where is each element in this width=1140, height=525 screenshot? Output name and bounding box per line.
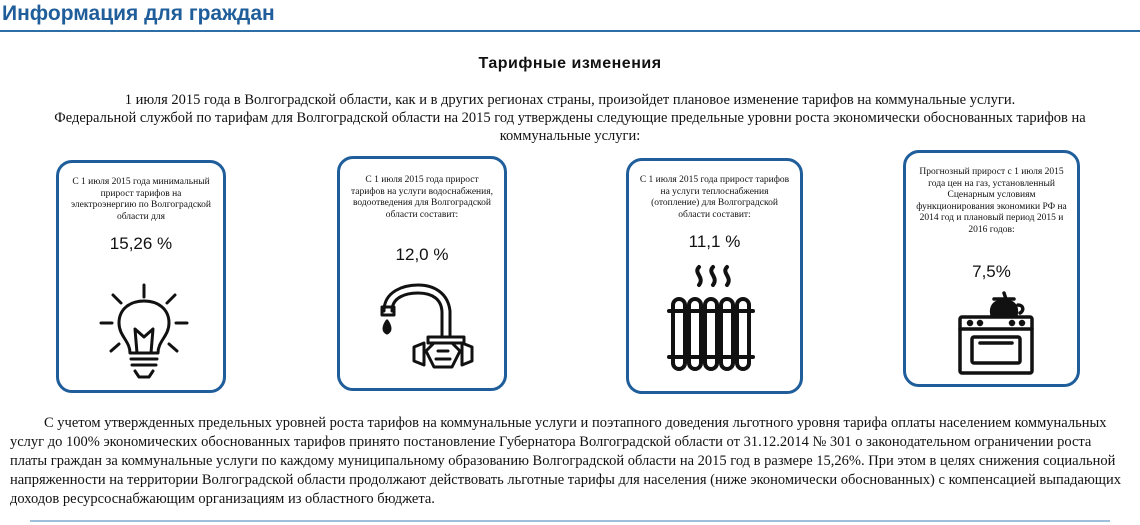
footer-divider	[30, 520, 1110, 522]
tariff-card-text: С 1 июля 2015 года минимальный прирост тарифов на электроэнергию по Волгоградской области для	[70, 177, 212, 222]
page-title: Информация для граждан	[2, 2, 275, 25]
tariff-card-text: С 1 июля 2015 года прирост тарифов на услуги водоснабжения, водоотведения для Волгоградской области составит:	[351, 175, 493, 220]
tariff-card-electricity	[56, 160, 226, 393]
tariff-card-value: 12,0 %	[395, 245, 449, 264]
tariff-card-water	[337, 156, 507, 391]
tariff-card-text: Прогнозный прирост с 1 июля 2015 года цен на газ, установленный Сценарным условиям функционирования экономики РФ на 2014 год и плановый период 2015 и 2016 годов:	[916, 167, 1067, 235]
tariff-card-value: 7,5%	[972, 262, 1011, 281]
intro-line-1: 1 июля 2015 года в Волгоградской области, как и в других регионах страны, произойдет плановое изменение тарифов на коммунальные услуги.	[124, 92, 1016, 108]
tariff-card-value: 11,1 %	[688, 232, 741, 251]
section-title: Тарифные изменения	[478, 55, 662, 72]
tariff-card-value: 15,26 %	[109, 234, 173, 253]
tariff-card-text: С 1 июля 2015 года прирост тарифов на услуги теплоснабжения (отопление) для Волгоградской области составит:	[639, 175, 790, 220]
outro-paragraph: С учетом утвержденных предельных уровней роста тарифов на коммунальные услуги и поэтапного доведения льготного уровня тарифа оплаты населением коммунальных услуг до 100% экономических обоснованных тарифов принято постановление Губернатора Волгоградской области от 31.12.2014 № 301 о законодательном ограничении роста платы граждан за коммунальные услуги по каждому муниципальному образованию Волгоградской области на 2015 год в размере 15,26%. При этом в целях снижения социальной напряженности на территории Волгоградской области продолжают действовать льготные тарифы для населения (ниже экономически обоснованных) с компенсацией выпадающих доходов ресурсоснабжающим организациям из областного бюджета.	[10, 415, 1121, 507]
radiator-icon	[667, 263, 767, 375]
gas-stove-icon	[956, 291, 1036, 375]
faucet-icon	[376, 281, 476, 376]
intro-line-2: Федеральной службой по тарифам для Волгоградской области на 2015 год утверждены следующие предельные уровни роста экономически обоснованных тарифов на коммунальные услуги:	[54, 110, 1086, 144]
tariff-card-gas	[903, 150, 1080, 387]
tariff-card-heating	[626, 158, 803, 394]
lightbulb-icon	[99, 281, 189, 381]
